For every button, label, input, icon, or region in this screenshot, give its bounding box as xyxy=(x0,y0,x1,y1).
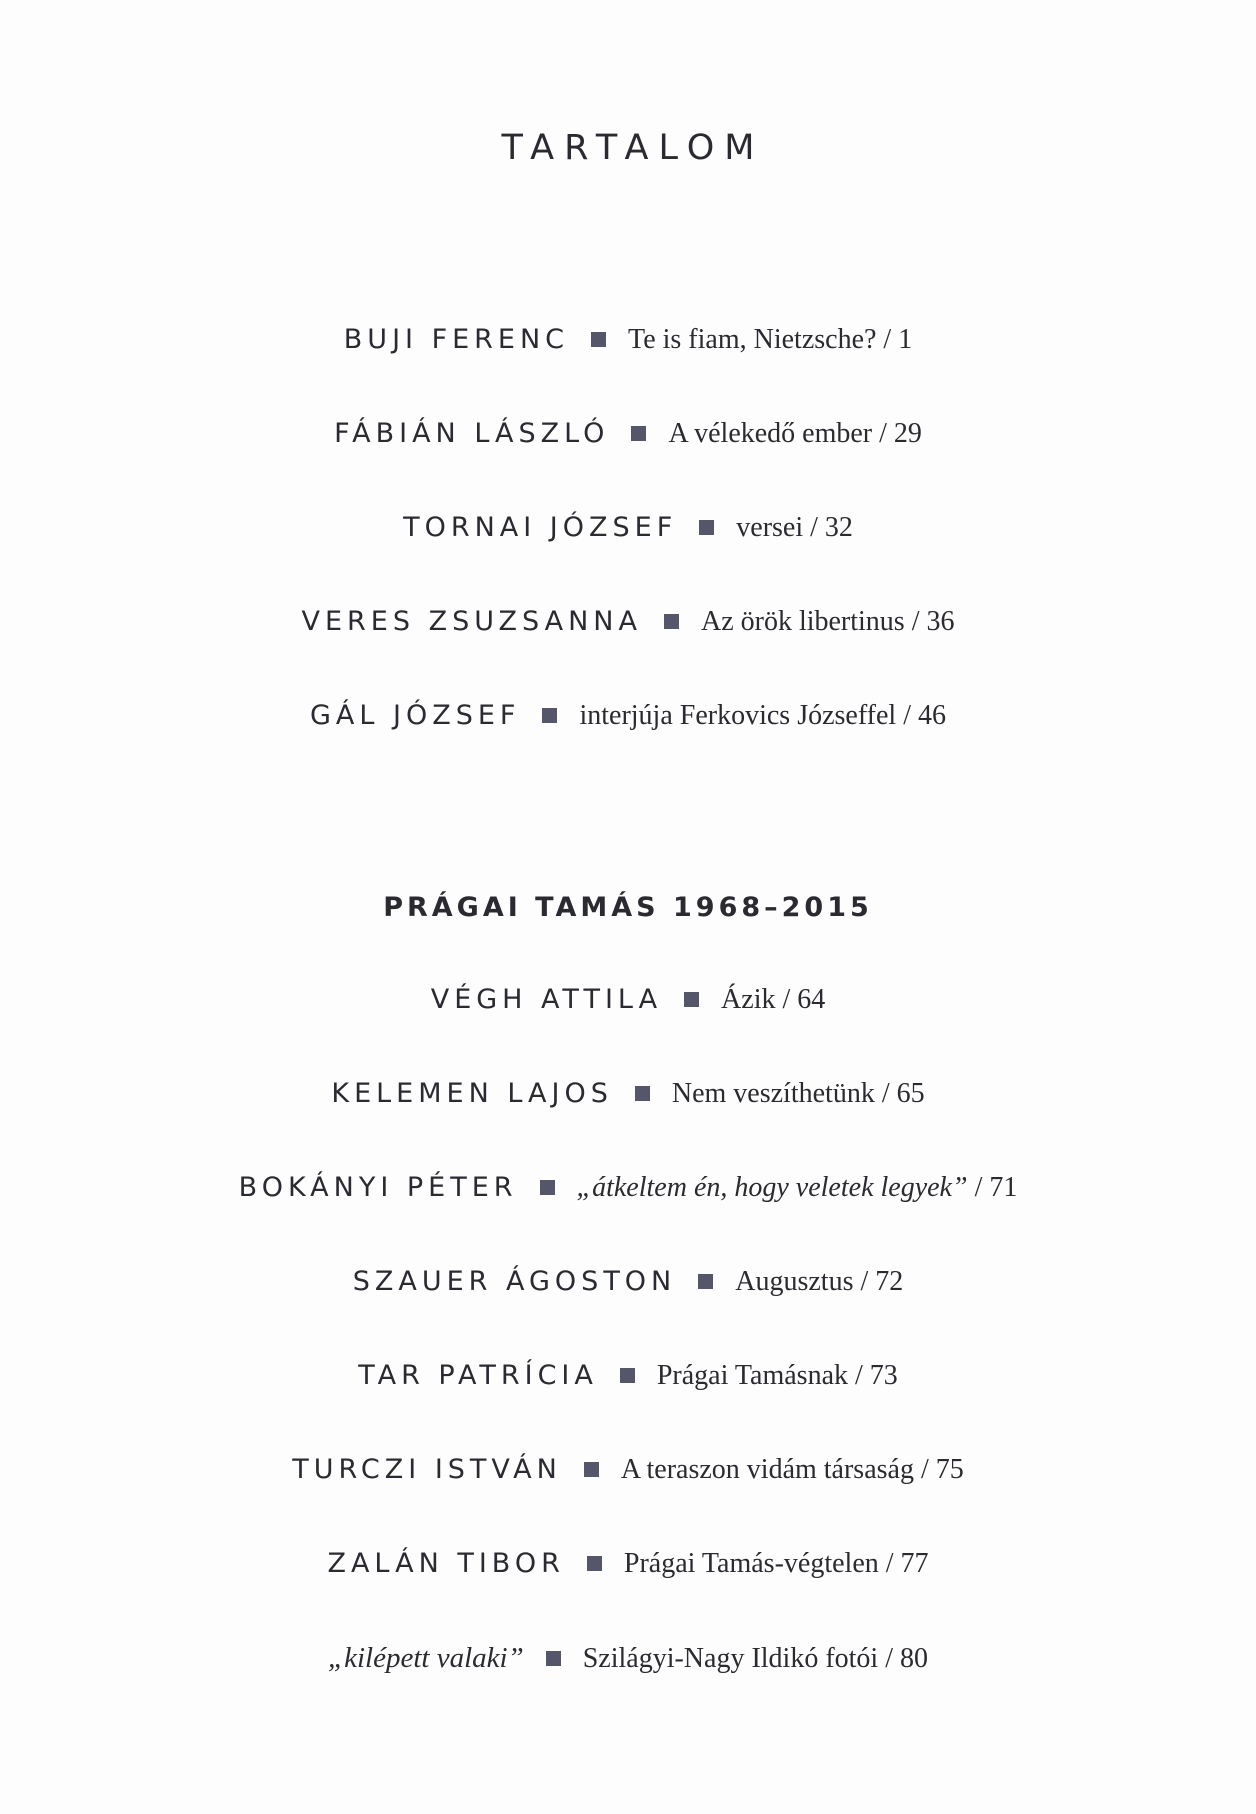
toc-entry xyxy=(0,1360,1256,1404)
entry-author: BUJI FERENC xyxy=(343,324,570,355)
square-bullet-icon xyxy=(664,614,679,629)
toc-entry xyxy=(0,700,1256,744)
entry-author: VÉGH ATTILA xyxy=(430,984,663,1015)
entry-work xyxy=(577,1172,1018,1204)
entry-work: versei / 32 xyxy=(736,512,853,543)
entry-work: A vélekedő ember / 29 xyxy=(668,418,922,449)
entry-work-page: / 71 xyxy=(967,1172,1018,1203)
entry-author: BOKÁNYI PÉTER xyxy=(238,1172,518,1203)
square-bullet-icon xyxy=(635,1086,650,1101)
toc-entry xyxy=(0,1172,1256,1216)
toc-entry xyxy=(0,984,1256,1028)
toc-entry xyxy=(0,418,1256,462)
entry-title-italic: „kilépett valaki” xyxy=(327,1642,524,1674)
entry-work: Szilágyi-Nagy Ildikó fotói / 80 xyxy=(582,1643,928,1674)
entry-author: TURCZI ISTVÁN xyxy=(292,1454,562,1485)
toc-entry xyxy=(0,324,1256,368)
toc-entry xyxy=(0,606,1256,650)
square-bullet-icon xyxy=(684,992,699,1007)
entry-work: Te is fiam, Nietzsche? / 1 xyxy=(628,324,913,355)
toc-entry xyxy=(0,1642,1256,1686)
entry-author: KELEMEN LAJOS xyxy=(331,1078,613,1109)
square-bullet-icon xyxy=(631,426,646,441)
entry-author: TAR PATRÍCIA xyxy=(358,1360,598,1391)
square-bullet-icon xyxy=(542,708,557,723)
square-bullet-icon xyxy=(620,1368,635,1383)
section-heading: PRÁGAI TAMÁS 1968–2015 xyxy=(383,892,873,923)
entry-work: Nem veszíthetünk / 65 xyxy=(671,1078,925,1109)
entry-work-italic: „átkeltem én, hogy veletek legyek” xyxy=(576,1172,968,1203)
toc-entry xyxy=(0,1266,1256,1310)
page-title: TARTALOM xyxy=(501,128,765,168)
toc-entry xyxy=(0,1548,1256,1592)
toc-entry xyxy=(0,1078,1256,1122)
entry-author: ZALÁN TIBOR xyxy=(327,1548,565,1579)
square-bullet-icon xyxy=(699,520,714,535)
entry-work: Ázik / 64 xyxy=(721,984,826,1015)
square-bullet-icon xyxy=(587,1556,602,1571)
toc-entry xyxy=(0,1454,1256,1498)
square-bullet-icon xyxy=(698,1274,713,1289)
toc-entry xyxy=(0,512,1256,556)
entry-author: GÁL JÓZSEF xyxy=(310,700,521,731)
square-bullet-icon xyxy=(540,1180,555,1195)
entry-work: A teraszon vidám társaság / 75 xyxy=(620,1454,964,1485)
square-bullet-icon xyxy=(546,1651,561,1666)
square-bullet-icon xyxy=(591,332,606,347)
entry-author: FÁBIÁN LÁSZLÓ xyxy=(334,418,610,449)
entry-work: interjúja Ferkovics Józseffel / 46 xyxy=(579,700,946,731)
entry-author: VERES ZSUZSANNA xyxy=(301,606,642,637)
square-bullet-icon xyxy=(584,1462,599,1477)
entry-work: Augusztus / 72 xyxy=(735,1266,904,1297)
entry-work: Az örök libertinus / 36 xyxy=(700,606,955,637)
entry-author: TORNAI JÓZSEF xyxy=(403,512,678,543)
entry-author: SZAUER ÁGOSTON xyxy=(352,1266,677,1297)
entry-work: Prágai Tamásnak / 73 xyxy=(656,1360,898,1391)
entry-work: Prágai Tamás-végtelen / 77 xyxy=(623,1548,929,1579)
